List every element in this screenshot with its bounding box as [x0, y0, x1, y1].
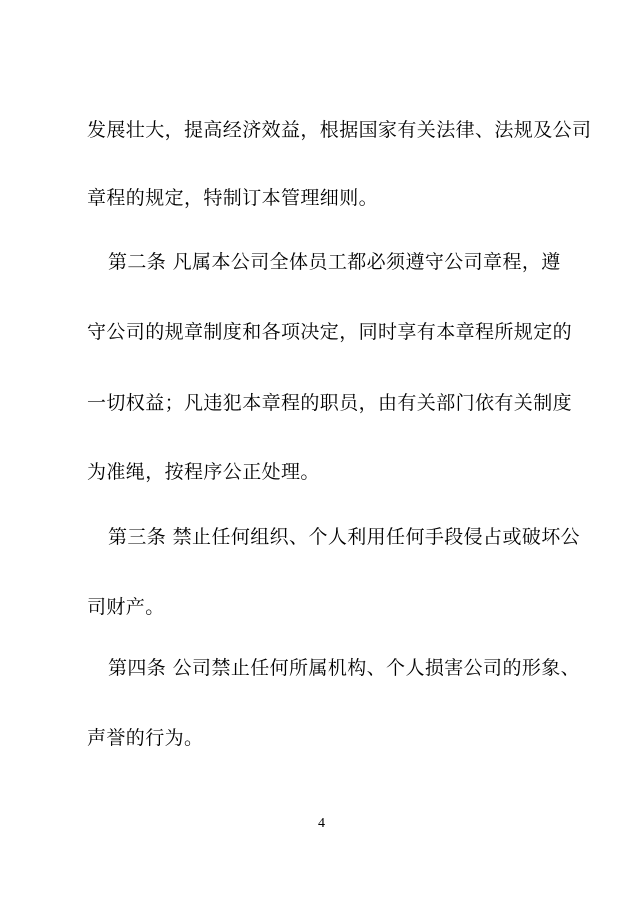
article-2-line: 第二条 凡属本公司全体员工都必须遵守公司章程，遵 — [108, 251, 561, 273]
text-line: 司财产。 — [87, 596, 165, 618]
text-line: 章程的规定，特制订本管理细则。 — [87, 187, 379, 209]
article-4-line: 第四条 公司禁止任何所属机构、个人损害公司的形象、 — [108, 657, 581, 679]
page-number: 4 — [318, 816, 325, 831]
text-line: 发展壮大，提高经济效益，根据国家有关法律、法规及公司 — [87, 119, 592, 141]
text-line: 守公司的规章制度和各项决定，同时享有本章程所规定的 — [87, 321, 573, 343]
text-line: 为准绳，按程序公正处理。 — [87, 461, 320, 483]
text-line: 一切权益；凡违犯本章程的职员，由有关部门依有关制度 — [87, 392, 573, 414]
article-3-line: 第三条 禁止任何组织、个人利用任何手段侵占或破坏公 — [108, 526, 581, 548]
text-line: 声誉的行为。 — [87, 727, 204, 749]
